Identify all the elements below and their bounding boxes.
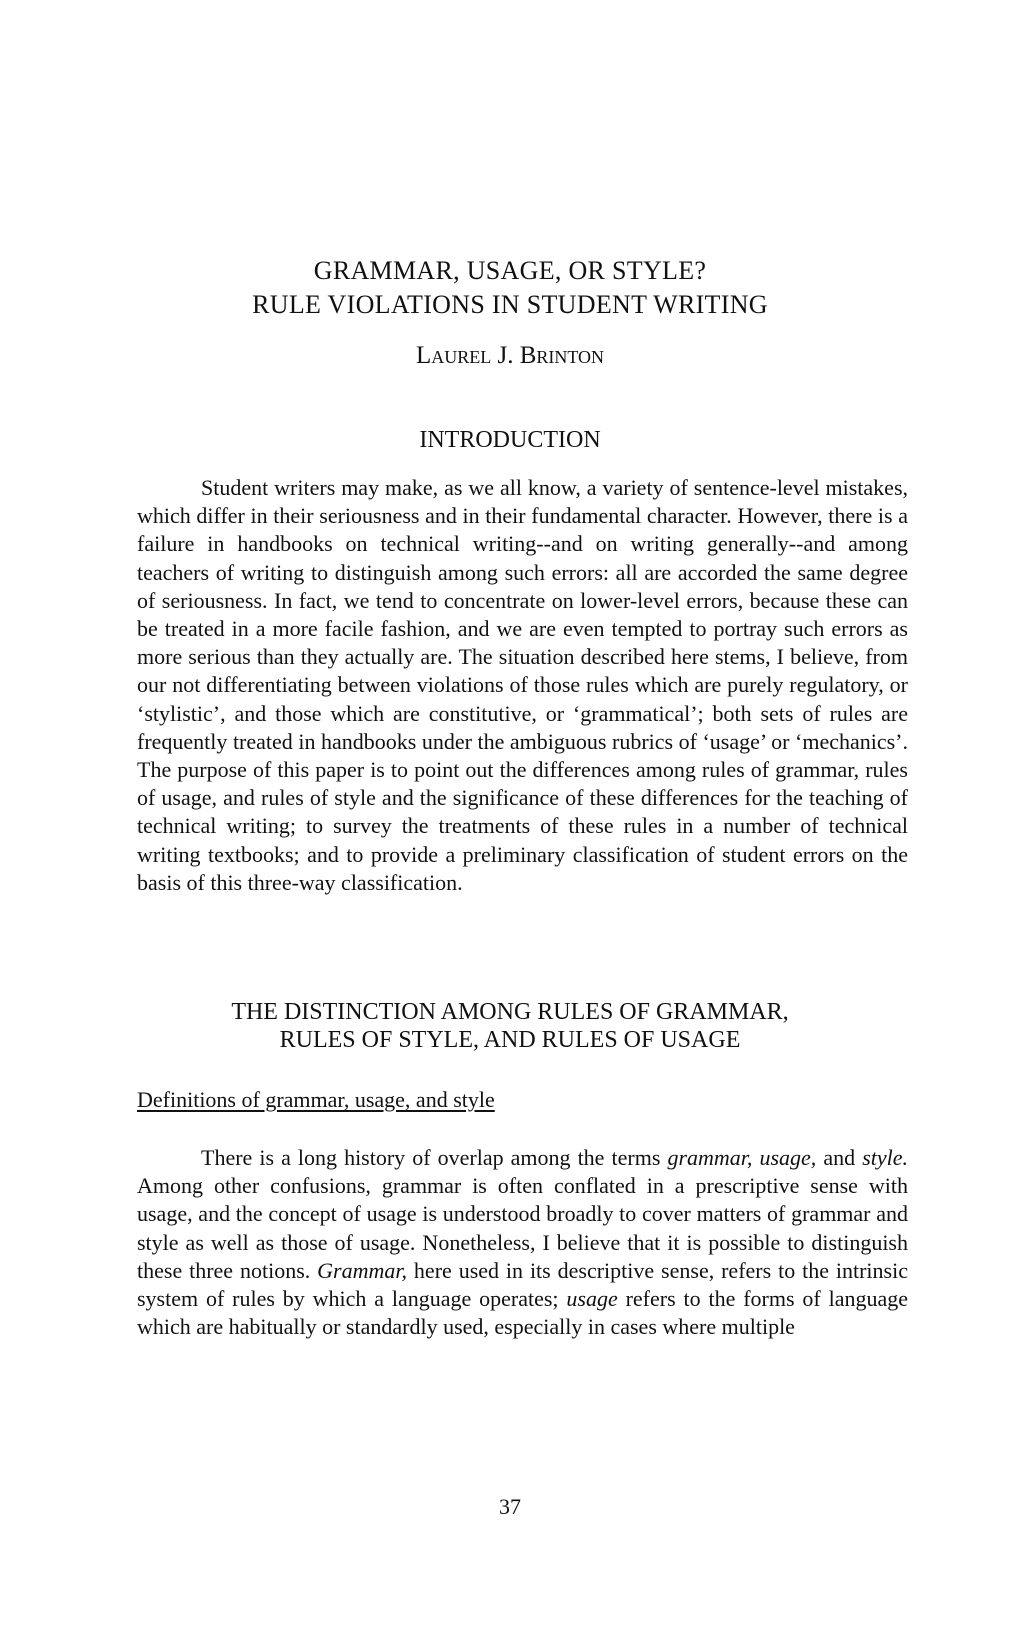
introduction-paragraph-text: Student writers may make, as we all know, a variety of sentence-level mistakes, which differ in their seriousness and in their fundamental character. However, there is a failure in handbooks on technical writing--and on writing generally--and among teachers of writing to distinguish among such errors: all are accorded the same degree of seriousness. In fact, we tend to concentrate on lower-level errors, because these can be treated in a more facile fashion, and we are even tempted to portray such errors as more serious than they actually are. The situation described here stems, I believe, from our not differentiating between violations of those rules which are purely regulatory, or ‘stylistic’, and those which are constitutive, or ‘grammatical’; both sets of rules are frequently treated in handbooks under the ambiguous rubrics of ‘usage’ or ‘mechanics’. The purpose of this paper is to point out the differences among rules of grammar, rules of usage, and rules of style and the significance of these differences for the teaching of technical writing; to survey the treatments of these rules in a number of technical writing textbooks; and to provide a preliminary classification of student errors on the basis of this three-way classification.	[137, 475, 908, 895]
term-usage-definition: usage	[566, 1286, 618, 1312]
term-grammar: grammar,	[667, 1145, 753, 1170]
definitions-text-6: refers to the forms of language which are habitually or standardly used, especially in cases where multiple	[137, 1286, 908, 1340]
term-usage: usage,	[759, 1145, 817, 1170]
paper-title-line-2: RULE VIOLATIONS IN STUDENT WRITING	[252, 290, 768, 319]
definitions-text-5: here used in its descriptive sense, refers to the intrinsic system of rules by which a language operates;	[137, 1257, 908, 1312]
definitions-subheading: Definitions of grammar, usage, and style	[137, 1087, 495, 1112]
distinction-heading-line-2: RULES OF STYLE, AND RULES OF USAGE	[279, 1027, 741, 1053]
paper-title-line-1: GRAMMAR, USAGE, OR STYLE?	[313, 256, 707, 285]
term-style: style.	[862, 1145, 909, 1170]
definitions-text-4: Among other confusions, grammar is often conflated in a prescriptive sense with usage, and the concept of usage is understood broadly to cover matters of grammar and style as well as those of usage. Nonetheless, I believe that it is possible to distinguish these three notions.	[137, 1173, 908, 1283]
introduction-heading: INTRODUCTION	[419, 427, 601, 453]
definitions-text-3: and	[816, 1145, 863, 1170]
definitions-text-1: There is a long history of overlap among the terms	[201, 1145, 668, 1170]
introduction-paragraph	[137, 474, 908, 897]
distinction-heading-line-1: THE DISTINCTION AMONG RULES OF GRAMMAR,	[231, 999, 789, 1025]
definitions-paragraph	[137, 1144, 908, 1341]
term-grammar-definition: Grammar,	[317, 1257, 408, 1283]
author-name: Laurel J. Brinton	[415, 342, 605, 369]
page-number: 37	[499, 1494, 521, 1519]
